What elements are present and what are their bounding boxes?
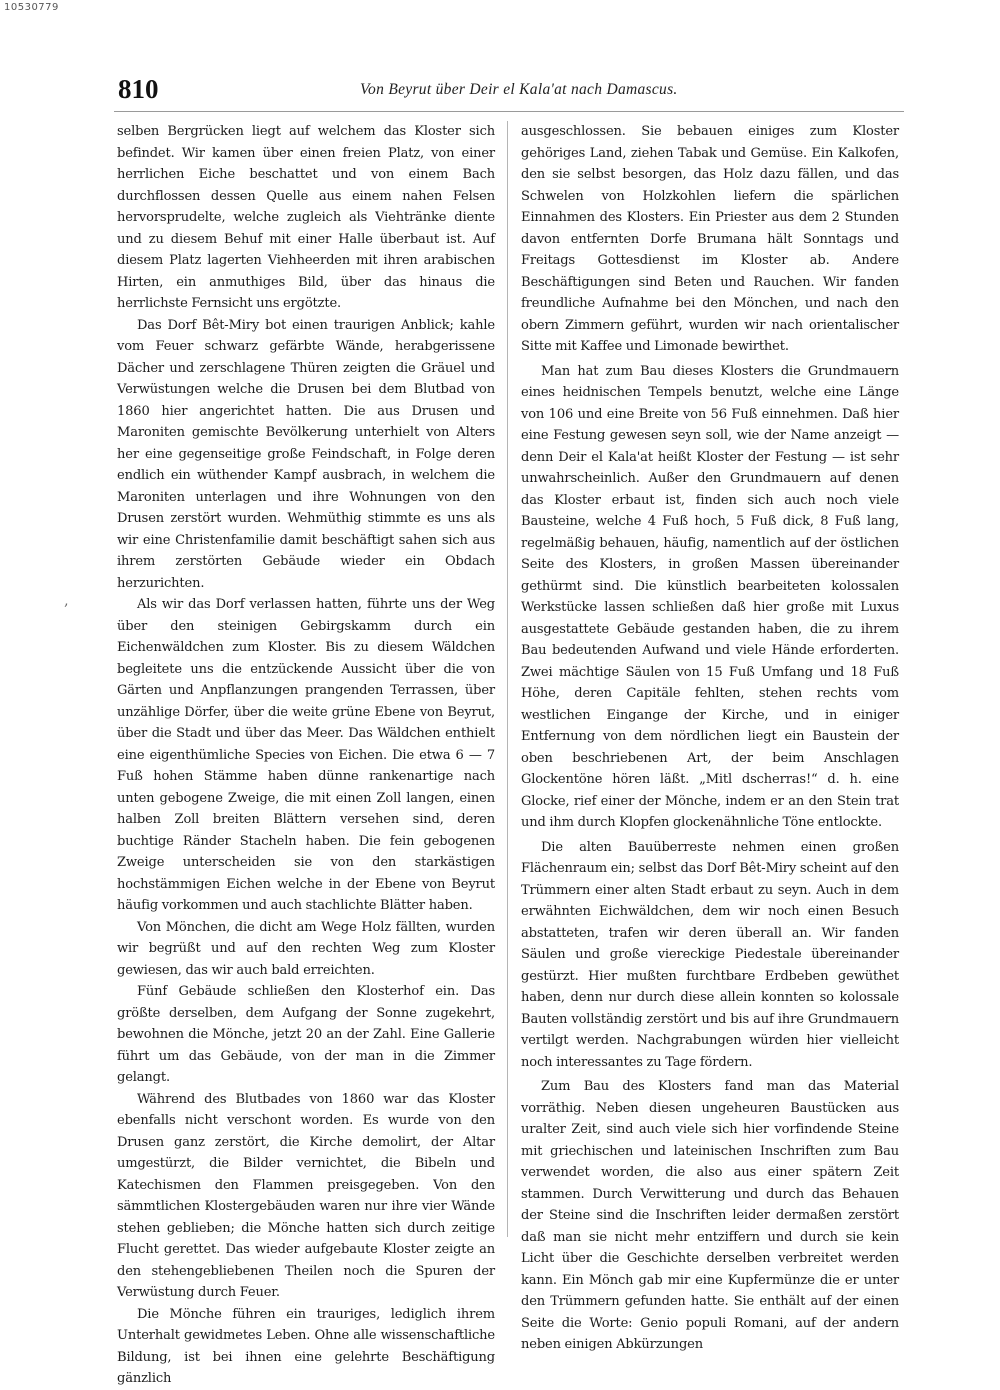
column-divider bbox=[507, 121, 508, 1237]
running-title: Von Beyrut über Deir el Kala'at nach Damascus. bbox=[360, 81, 678, 98]
paragraph: selben Bergrücken liegt auf welchem das Kloster sich befindet. Wir kamen über einen freien Platz, von einer herrlichen Eiche beschattet und von einem Bach durchflossen dessen Quelle aus einem nahen Felsen hervorsprudelte, welche zugleich als Viehtränke diente und zu diesem Behuf mit einer Halle überbaut ist. Auf diesem Platz lagerten Viehheerden mit ihren arabischen Hirten, ein anmuthiges Bild, über das hinaus die herrlichste Fernsicht uns ergötzte. bbox=[117, 124, 495, 311]
paragraph: Die Mönche führen ein trauriges, lediglich ihrem Unterhalt gewidmetes Leben. Ohne alle wissenschaftliche Bildung, ist bei ihnen eine gelehrte Beschäftigung gänzlich bbox=[117, 1306, 495, 1386]
left-column bbox=[117, 121, 495, 1390]
page-number: 810 bbox=[118, 74, 159, 104]
paragraph: ausgeschlossen. Sie bebauen einiges zum Kloster gehöriges Land, ziehen Tabak und Gemüse. Ein Kalkofen, den sie selbst besorgen, das Holz dazu fällen, und das Schwelen von Holzkohlen liefern die spärlichen Einnahmen des Klosters. Ein Priester aus dem 2 Stunden davon entfernten Dorfe Brumana hält Sonntags und Freitags Gottesdienst im Kloster ab. Andere Beschäftigungen sind Beten und Rauchen. Wir fanden freundliche Aufnahme bei den Mönchen, und nach den obern Zimmern geführt, wurden wir nach orientalischer Sitte mit Kaffee und Limonade bewirthet. bbox=[521, 124, 899, 354]
header-rule bbox=[114, 111, 904, 112]
paragraph: Man hat zum Bau dieses Klosters die Grundmauern eines heidnischen Tempels benutzt, welche eine Länge von 106 und eine Breite von 56 Fuß einnehmen. Daß hier eine Festung gewesen seyn soll, wie der Name anzeigt — denn Deir el Kala'at heißt Kloster der Festung — ist sehr unwahrscheinlich. Außer den Grundmauern auf denen das Kloster erbaut ist, finden sich auch noch viele Bausteine, welche 4 Fuß hoch, 5 Fuß dick, 8 Fuß lang, regelmäßig behauen, häufig, namentlich auf der östlichen Seite des Klosters, in großen Massen übereinander gethürmt sind. Die künstlich bearbeiteten kolossalen Werkstücke lassen schließen daß hier große mit Luxus ausgestattete Gebäude gestanden haben, die zu ihrem Bau bedeutenden Aufwand und viele Hände erforderten. Zwei mächtige Säulen von 15 Fuß Umfang und 18 Fuß Höhe, deren Capitäle fehlten, stehen rechts vom westlichen Eingange der Kirche, und in einiger Entfernung von dem nördlichen liegt ein Baustein der oben beschriebenen Art, der beim Anschlagen Glockentöne hören läßt. „Mitl dscherras!“ d. h. eine Glocke, rief einer der Mönche, indem er an den Stein trat und ihm durch Klopfen glockenähnliche Töne entlockte. bbox=[521, 363, 899, 830]
margin-mark: ‚ bbox=[64, 593, 69, 609]
paragraph: Die alten Bauüberreste nehmen einen großen Flächenraum ein; selbst das Dorf Bêt-Miry scheint auf den Trümmern einer alten Stadt erbaut zu seyn. Auch in dem erwähnten Eichwäldchen, dem wir noch einen Besuch abstatteten, trafen wir deren überall an. Wir fanden Säulen und große viereckige Piedestale übereinander gestürzt. Hier mußten furchtbare Erdbeben gewüthet haben, denn nur durch diese allein konnten so kolossale Bauten vollständig zerstört und bis auf ihre Grundmauern vertilgt werden. Nachgrabungen würden hier vielleicht noch interessantes zu Tage fördern. bbox=[521, 839, 899, 1070]
paragraph: Fünf Gebäude schließen den Klosterhof ein. Das größte derselben, dem Aufgang der Sonne zugekehrt, bewohnen die Mönche, jetzt 20 an der Zahl. Eine Gallerie führt um das Gebäude, von der man in die Zimmer gelangt. bbox=[117, 984, 495, 1085]
paragraph: Das Dorf Bêt-Miry bot einen traurigen Anblick; kahle vom Feuer schwarz gefärbte Wände, herabgerissene Dächer und zerschlagene Thüren zeigten die Gräuel und Verwüstungen welche die Drusen bei dem Blutbad von 1860 hier angerichtet hatten. Die aus Drusen und Maroniten gemischte Bevölkerung unterhielt von Alters her eine gegenseitige große Feindschaft, in Folge deren endlich ein wüthender Kampf ausbrach, in welchem die Maroniten unterlagen und ihre Wohnungen von den Drusen zerstört wurden. Wehmüthig stimmte es uns als wir eine Christenfamilie damit beschäftigt sahen sich aus ihrem zerstörten Gebäude wieder ein Obdach herzurichten. bbox=[117, 317, 495, 591]
right-column bbox=[521, 121, 899, 1356]
scan-id: 10530779 bbox=[4, 2, 59, 13]
paragraph: Zum Bau des Klosters fand man das Material vorräthig. Neben diesen ungeheuren Baustücken aus uralter Zeit, sind auch viele sich hier vorfindende Steine mit griechischen und lateinischen Inschriften zum Bau verwendet worden, die also aus einer spätern Zeit stammen. Durch Verwitterung und durch das Behauen der Steine sind die Inschriften leider dermaßen zerstört daß man sie nicht mehr entziffern und durch sie kein Licht über die Geschichte derselben verbreitet werden kann. Ein Mönch gab mir eine Kupfermünze die er unter den Trümmern gefunden hatte. Sie enthält auf der einen Seite die Worte: Genio populi Romani, auf der andern neben einigen Abkürzungen bbox=[521, 1079, 899, 1352]
paragraph: Von Mönchen, die dicht am Wege Holz fällten, wurden wir begrüßt und auf den rechten Weg zum Kloster gewiesen, das wir auch bald erreichten. bbox=[117, 919, 495, 978]
paragraph: Während des Blutbades von 1860 war das Kloster ebenfalls nicht verschont worden. Es wurde von den Drusen ganz zerstört, die Kirche demolirt, der Altar umgestürzt, die Bilder vernichtet, die Bibeln und Katechismen den Flammen preisgegeben. Von den sämmtlichen Klostergebäuden waren nur ihre vier Wände stehen geblieben; die Mönche hatten sich durch zeitige Flucht gerettet. Das wieder aufgebaute Kloster zeigte an den stehengebliebenen Theilen noch die Spuren der Verwüstung durch Feuer. bbox=[117, 1091, 495, 1300]
paragraph: Als wir das Dorf verlassen hatten, führte uns der Weg über den steinigen Gebirgskamm durch ein Eichenwäldchen zum Kloster. Bis zu diesem Wäldchen begleitete uns die entzückende Aussicht über die von Gärten und Anpflanzungen prangenden Terrassen, über unzählige Dörfer, über die weite grüne Ebene von Beyrut, über die Stadt und über das Meer. Das Wäldchen enthielt eine eigenthümliche Species von Eichen. Die etwa 6 — 7 Fuß hohen Stämme haben dünne rankenartige nach unten gebogene Zweige, die mit einen Zoll langen, einen halben Zoll breiten Blättern versehen sind, deren buchtige Ränder Stacheln haben. Die fein gebogenen Zweige unterscheiden sie von den starkästigen hochstämmigen Eichen welche in der Ebene von Beyrut häufig vorkommen und auch stachlichte Blätter haben. bbox=[117, 597, 495, 913]
